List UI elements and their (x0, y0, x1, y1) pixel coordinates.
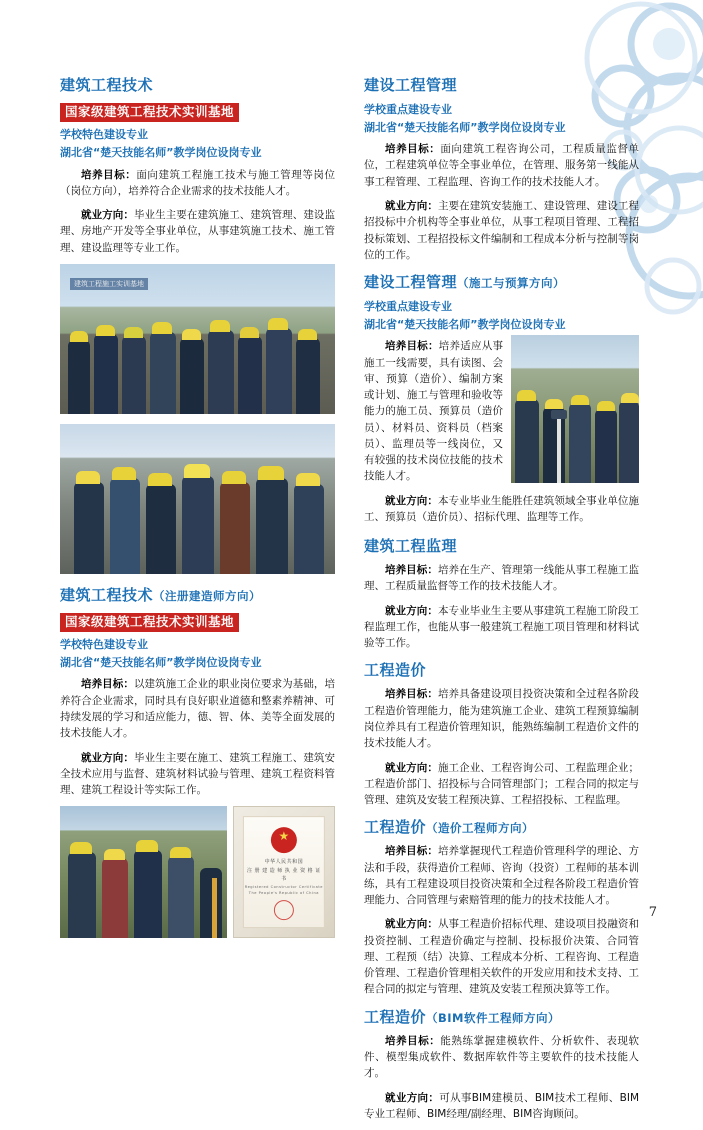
section-title-qualifier: （BIM软件工程师方向） (426, 1010, 561, 1025)
certificate-line-1: 中华人民共和国 (264, 859, 304, 866)
section-title (364, 816, 639, 837)
paragraph (60, 750, 335, 799)
section-title-text: 建筑工程技术 (60, 585, 154, 604)
paragraph (364, 562, 639, 595)
paragraph (364, 1033, 639, 1082)
right-column (364, 74, 639, 1130)
photo-caption: 建筑工程施工实训基地 (70, 278, 148, 290)
paragraph-lead: 培养目标： (81, 168, 137, 181)
section-title-text: 建设工程管理 (364, 273, 458, 292)
section-title-qualifier: （注册建造师方向） (153, 588, 262, 603)
section-subline-2: 湖北省“楚天技能名师”教学岗位设岗专业 (60, 145, 262, 159)
section-subline-2: 湖北省“楚天技能名师”教学岗位设岗专业 (60, 655, 262, 669)
section-engineering-cost-bim (364, 1006, 639, 1122)
section-subline-1: 学校重点建设专业 (364, 103, 452, 116)
paragraph (364, 843, 639, 908)
paragraph-text: 培养在生产、管理第一线能从事工程施工监理、工程质量监督等工作的技术技能人才。 (364, 564, 640, 593)
paragraph-text: 面向建筑工程施工技术与施工管理等岗位（岗位方向），培养符合企业需求的技术技能人才。 (60, 168, 336, 197)
paragraph (364, 493, 639, 526)
certificate-photo (233, 806, 335, 938)
paragraph-lead: 培养目标： (385, 688, 438, 701)
section-title (364, 271, 639, 292)
section-title: 建筑工程技术 (60, 76, 154, 94)
constructor-certificate (243, 816, 325, 928)
paragraph (60, 167, 335, 200)
photo-pair (60, 806, 335, 938)
paragraph (364, 686, 639, 751)
paragraph-lead: 培养目标： (385, 1034, 441, 1047)
certificate-line-en-2: The People's Republic of China (248, 891, 319, 896)
section-construction-engineering-management (364, 74, 639, 263)
section-title: 工程造价 (364, 661, 427, 680)
paragraph-lead: 就业方向： (385, 199, 438, 212)
paragraph (364, 198, 639, 263)
paragraph-lead: 培养目标： (385, 143, 441, 156)
paragraph-text: 施工企业、工程咨询公司、工程监理企业；工程造价部门、招投标与合同管理部门；工程合同的拟定与管理、建筑及安装工程预决算、工程招投标、工程监理。 (364, 761, 640, 807)
students-surveying-photo (60, 806, 227, 938)
paragraph-text: 面向建筑工程咨询公司，工程质量监督单位，工程建筑单位等全事业单位，在管理、服务第一线能从事工程管理、工程监理、咨询工作的技术技能人才。 (364, 143, 640, 188)
section-construction-supervision (364, 535, 639, 651)
paragraph-lead: 培养目标： (81, 678, 134, 691)
section-banner-badge: 国家级建筑工程技术实训基地 (60, 613, 239, 632)
paragraph (364, 141, 639, 190)
surveying-field-photo (511, 335, 639, 483)
section-title (364, 1006, 639, 1027)
paragraph-lead: 就业方向： (385, 1091, 440, 1104)
paragraph-lead: 培养目标： (385, 564, 438, 577)
section-title: 建筑工程监理 (364, 537, 458, 556)
section-title-qualifier: （造价工程师方向） (426, 821, 535, 836)
section-banner-badge: 国家级建筑工程技术实训基地 (60, 103, 239, 122)
paragraph-text: 从事工程造价招标代理、建设项目投融资和投资控制、工程造价确定与控制、投标报价决策、合同管理、工程预（结）决算、工程成本分析、工程咨询、工程造价管理、工程造价管理相关软件的开发应用和技术支持、工程合同的拟定与管理、建筑及安装工程预决算等工作。 (364, 918, 640, 996)
paragraph-text: 能熟练掌握建模软件、分析软件、表现软件、模型集成软件、数据库软件等主要软件的技术技能人才。 (364, 1034, 640, 1080)
paragraph-lead: 培养目标： (385, 845, 438, 858)
section-construction-management-施工与预算 (364, 271, 639, 533)
section-title-text: 工程造价 (364, 1007, 427, 1026)
paragraph-text: 毕业生主要在建筑施工、建筑管理、建设监理、房地产开发等全事业单位，从事建筑施工技术、施工管理、建设监理等专业工作。 (60, 209, 336, 254)
paragraph-lead: 就业方向： (81, 209, 134, 222)
paragraph-text: 本专业毕业生能胜任建筑领域全事业单位施工、预算员（造价员）、招标代理、监理等工作。 (364, 494, 640, 523)
paragraph-text: 以建筑施工企业的职业岗位要求为基础，培养符合企业需求，同时具有良好职业道德和整素养精神、可持续发展的学习和适应能力，德、智、体、美等全面发展的技术技能人才。 (60, 678, 336, 740)
paragraph-lead: 就业方向： (385, 604, 438, 617)
paragraph (364, 1090, 639, 1123)
paragraph (364, 916, 639, 997)
section-subline-2: 湖北省“楚天技能名师”教学岗位设岗专业 (364, 120, 566, 134)
section-title-text: 工程造价 (364, 818, 427, 837)
group-photo-construction-site (60, 264, 335, 414)
section-subline-2: 湖北省“楚天技能名师”教学岗位设岗专业 (364, 317, 566, 331)
section-subline-1: 学校特色建设专业 (60, 638, 148, 652)
group-photo-steel-frame (60, 424, 335, 574)
paragraph-lead: 就业方向： (81, 751, 134, 764)
section-building-engineering-technology (60, 74, 335, 574)
paragraph-text: 培养具备建设项目投资决策和全过程各阶段工程造价管理能力，能为建筑施工企业、建筑工程预算编制岗位养具有工程造价管理知识，能熟练编制工程造价文件的技术技能人才。 (364, 688, 640, 750)
section-title: 建设工程管理 (364, 76, 458, 94)
paragraph-text: 培养掌握现代工程造价管理科学的理论、方法和手段，获得造价工程师、咨询（投资）工程师的基本训练，具有工程建设项目投资决策和全过程各阶段工程造价管理能力、合同管理与索赔管理的能力的技术技能人才。 (364, 845, 640, 907)
section-building-engineering-technology-constructor (60, 584, 335, 938)
section-engineering-cost-cost-engineer (364, 816, 639, 997)
section-title (60, 584, 335, 605)
paragraph-text: 主要在建筑安装施工、建设管理、建设工程招投标中介机构等全事业单位，从事工程项目管理、工程招投标策划、工程招投标文件编制和工程成本分析与控制等岗位的工作。 (364, 199, 640, 261)
page-number: 7 (648, 905, 657, 920)
section-subline-1: 学校特色建设专业 (60, 128, 148, 142)
certificate-line-2: 注 册 建 造 师 执 业 资 格 证 书 (246, 867, 321, 883)
section-subline-1: 学校重点建设专业 (364, 300, 452, 314)
paragraph-text: 可从事BIM建模员、BIM技术工程师、BIM专业工程师、BIM经理/副经理、BIM咨询顾问。 (364, 1091, 640, 1120)
paragraph (364, 603, 639, 652)
section-title-qualifier: （施工与预算方向） (457, 276, 566, 291)
paragraph-text: 本专业毕业生主要从事建筑工程施工阶段工程监理工作，也能从事一般建筑工程施工项目管理和材料试验等工作。 (364, 604, 640, 650)
paragraph-lead: 就业方向： (385, 918, 438, 931)
paragraph-lead: 培养目标： (385, 340, 439, 353)
paragraph (60, 676, 335, 741)
paragraph-text: 毕业生主要在施工、建筑工程施工、建筑安全技术应用与监督、建筑材料试验与管理、建筑工程资料管理、建筑工程设计等实际工作。 (60, 751, 336, 797)
national-emblem-icon (271, 827, 297, 853)
paragraph-text: 培养适应从事施工一线需要，具有读图、会审、预算（造价）、编制方案或计划、施工与管理和验收等能力的施工员、预算员（造价员）、材料员、资料员（档案员）、监理员等一线岗位，又有较强的技术岗位技能的技术技能人才。 (364, 340, 503, 483)
paragraph-lead: 就业方向： (385, 494, 438, 507)
section-engineering-cost (364, 659, 639, 808)
left-column (60, 74, 335, 948)
paragraph (364, 760, 639, 809)
paragraph-lead: 就业方向： (385, 761, 438, 774)
paragraph (60, 207, 335, 256)
certificate-line-en-1: Registered Constructor Certificate (244, 884, 323, 889)
certificate-seal-icon (274, 900, 294, 920)
